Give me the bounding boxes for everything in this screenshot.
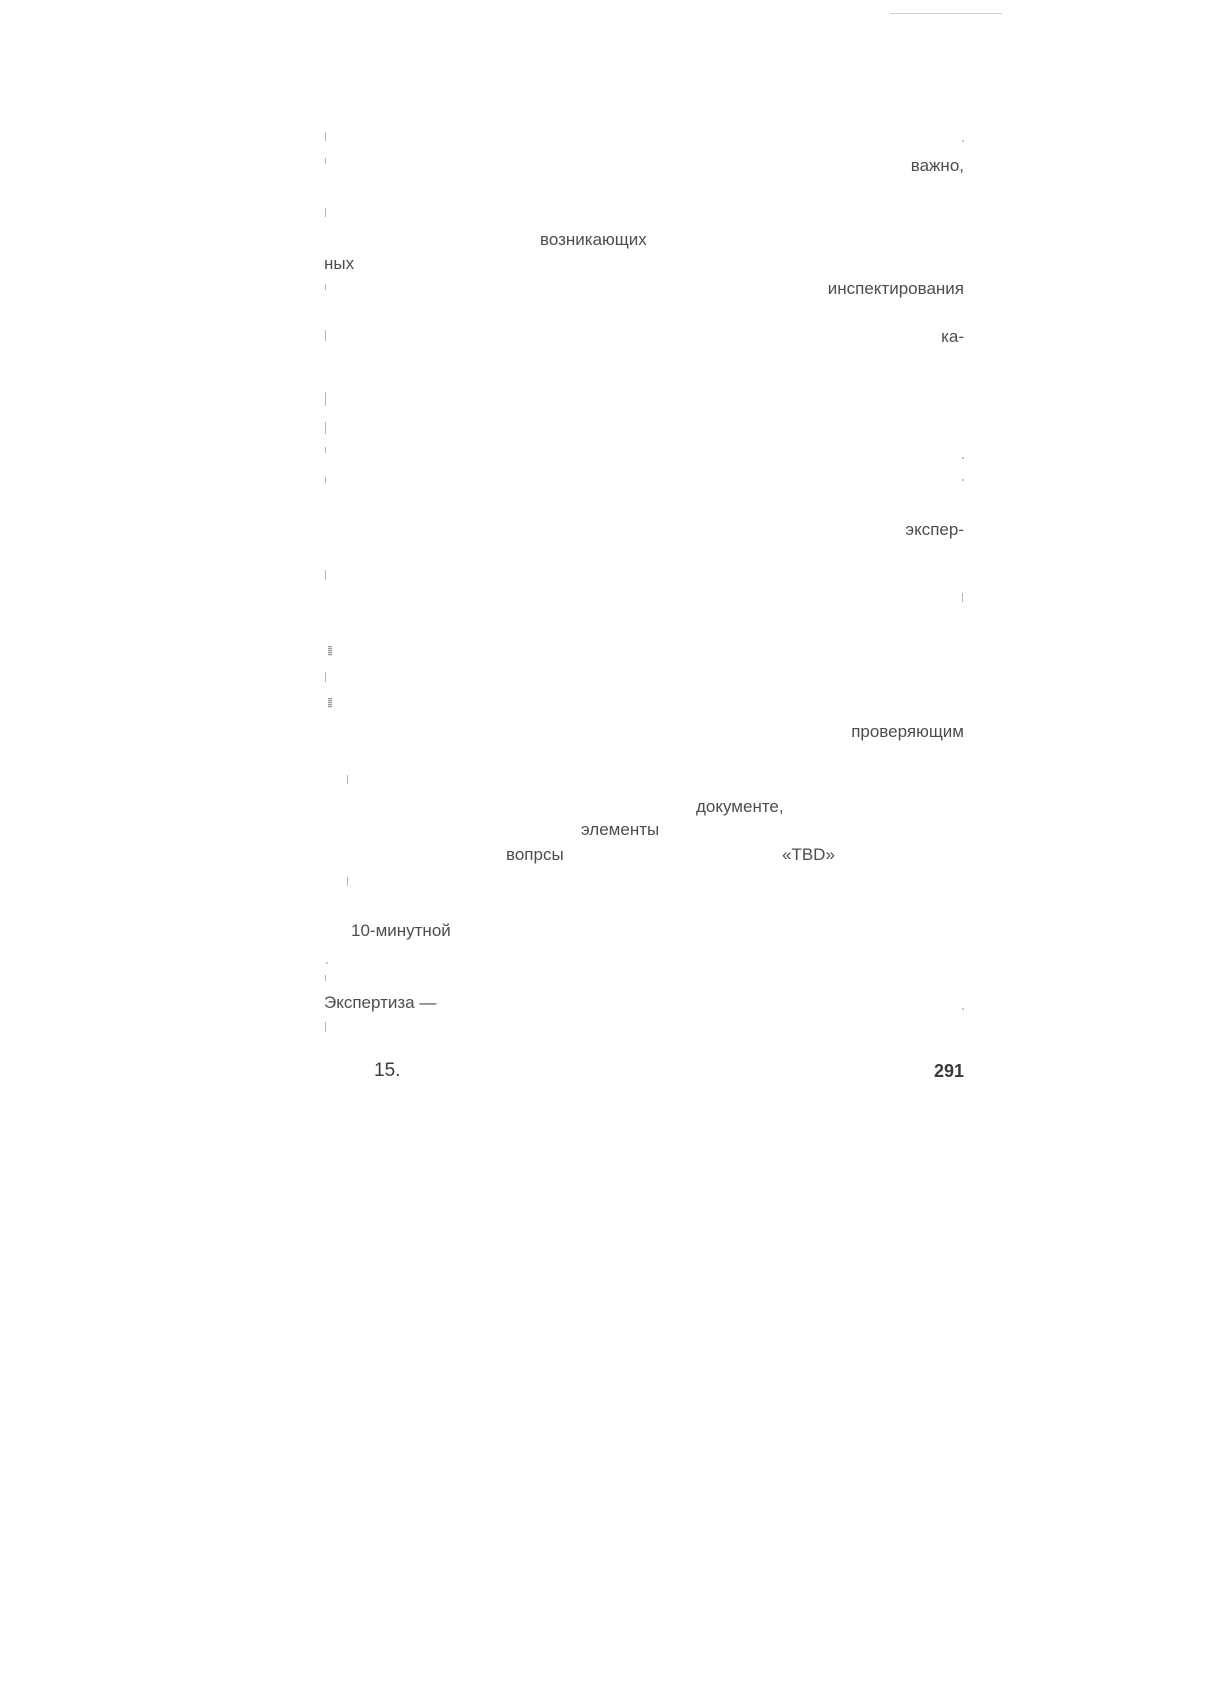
word-proveryayushchim: проверяющим <box>851 722 964 741</box>
word-voprsy: вопрсы <box>506 845 564 864</box>
margin-tick <box>347 775 348 784</box>
scan-dot <box>962 1008 964 1010</box>
word-ka: ка- <box>941 327 964 346</box>
margin-tick <box>325 208 326 217</box>
margin-tick <box>325 975 326 981</box>
word-inspektirovaniya: инспектирования <box>827 279 964 298</box>
word-10-minutnoy: 10-минутной <box>351 921 451 940</box>
word-nykh: ных <box>324 254 355 273</box>
margin-tick <box>325 422 326 434</box>
scan-dot <box>962 140 964 142</box>
scan-dot <box>962 457 964 459</box>
word-voznikayushchikh: возникающих <box>540 230 647 249</box>
margin-tick <box>325 330 326 341</box>
scan-edge-line <box>890 13 1002 14</box>
word-ekspertiza: Экспертиза — <box>324 993 437 1012</box>
page-number: 291 <box>933 1061 964 1081</box>
scan-speck <box>328 698 332 708</box>
margin-tick <box>325 284 326 290</box>
scan-dot <box>326 962 328 964</box>
margin-tick <box>325 1022 326 1032</box>
margin-tick <box>347 877 348 886</box>
word-dokumente: документе, <box>696 797 784 816</box>
word-elementy: элементы <box>581 820 660 839</box>
margin-tick <box>325 132 326 141</box>
word-eksper: экспер- <box>905 520 964 539</box>
word-tbd: «TBD» <box>782 845 835 864</box>
scan-speck <box>328 646 332 656</box>
margin-tick <box>325 447 326 453</box>
chapter-number: 15. <box>374 1060 401 1081</box>
margin-tick <box>325 477 326 483</box>
margin-tick <box>325 672 326 682</box>
margin-tick <box>325 158 326 164</box>
margin-tick <box>325 570 326 580</box>
word-vazhno: важно, <box>910 156 964 175</box>
margin-tick <box>325 392 326 406</box>
margin-tick <box>962 593 963 602</box>
scan-dot <box>962 479 964 481</box>
